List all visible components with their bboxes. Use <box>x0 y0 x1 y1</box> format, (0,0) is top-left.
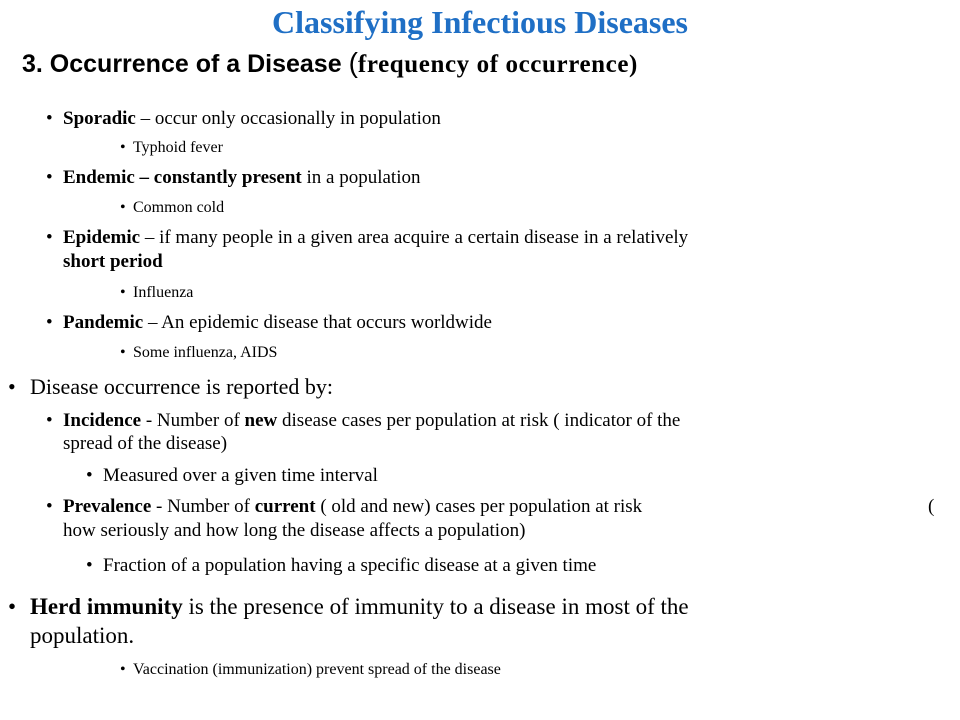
desc-prevalence-paren <box>928 496 934 518</box>
section-subtitle <box>22 46 638 82</box>
subtitle-rest: frequency of occurrence) <box>357 51 638 78</box>
bullet: • <box>46 496 53 517</box>
example-text: Typhoid fever <box>133 139 223 156</box>
bullet: • <box>46 108 53 129</box>
desc-pandemic: – An epidemic disease that occurs worldwide <box>143 312 492 333</box>
bullet: • <box>46 167 53 188</box>
example-text: Some influenza, AIDS <box>133 344 278 361</box>
desc-herd-line2-text: population. <box>30 623 135 648</box>
term-prevalence: Prevalence <box>63 496 152 517</box>
list-item-sporadic <box>46 108 441 130</box>
bullet: • <box>86 555 93 576</box>
desc-epidemic-line2 <box>63 251 163 273</box>
desc-herd-immunity: is the presence of immunity to a disease in most of the <box>182 594 689 619</box>
desc-incidence-line2-text: spread of the disease) <box>63 433 228 454</box>
desc-prevalence-paren-text: ( <box>928 496 935 517</box>
desc-bold-prevalence: current <box>254 496 316 517</box>
desc-bold-incidence: new <box>244 410 278 431</box>
desc-prevalence-a: - Number of <box>151 496 255 517</box>
list-item-prevalence <box>46 496 643 518</box>
desc-endemic: in a population <box>301 167 421 188</box>
incidence-sub <box>86 465 378 487</box>
subtitle-number-label: 3. Occurrence of a Disease <box>22 50 342 78</box>
list-item-epidemic <box>46 227 689 249</box>
example-pandemic <box>120 343 278 363</box>
example-sporadic <box>120 138 223 158</box>
term-epidemic: Epidemic <box>63 227 141 248</box>
desc-prevalence-line2-text: how seriously and how long the disease affects a population) <box>63 520 526 541</box>
incidence-sub-text: Measured over a given time interval <box>103 465 378 486</box>
desc-incidence-line2 <box>63 433 227 455</box>
example-text: Influenza <box>133 284 194 301</box>
desc-bold-endemic: – constantly present <box>134 167 302 188</box>
desc-incidence-b: disease cases per population at risk ( indicator of the <box>277 410 681 431</box>
desc-bold-epidemic: short period <box>63 251 163 272</box>
subtitle-open-paren: ( <box>348 47 358 78</box>
term-endemic: Endemic <box>63 167 135 188</box>
reported-heading-text: Disease occurrence is reported by: <box>30 374 333 399</box>
desc-incidence-a: - Number of <box>141 410 245 431</box>
bullet: • <box>8 594 17 619</box>
prevalence-sub-text: Fraction of a population having a specific disease at a given time <box>103 555 597 576</box>
bullet: • <box>120 199 126 216</box>
example-text: Common cold <box>133 199 225 216</box>
term-pandemic: Pandemic <box>63 312 144 333</box>
bullet: • <box>46 227 53 248</box>
bullet: • <box>46 312 53 333</box>
bullet: • <box>120 284 126 301</box>
list-item-endemic <box>46 167 421 189</box>
prevalence-sub <box>86 555 597 577</box>
reported-heading <box>8 374 333 400</box>
term-sporadic: Sporadic <box>63 108 136 129</box>
term-herd-immunity: Herd immunity <box>30 594 183 619</box>
slide-title: Classifying Infectious Diseases <box>271 4 688 40</box>
bullet: • <box>120 139 126 156</box>
bullet: • <box>86 465 93 486</box>
list-item-herd-immunity <box>8 593 689 621</box>
desc-sporadic: – occur only occasionally in population <box>135 108 441 129</box>
term-incidence: Incidence <box>63 410 142 431</box>
desc-prevalence-b: ( old and new) cases per population at risk <box>315 496 643 517</box>
list-item-incidence <box>46 410 681 432</box>
herd-sub <box>120 660 501 680</box>
bullet: • <box>120 661 126 678</box>
bullet: • <box>8 374 16 399</box>
herd-sub-text: Vaccination (immunization) prevent spread of the disease <box>133 661 501 678</box>
desc-epidemic: – if many people in a given area acquire a certain disease in a relatively <box>140 227 689 248</box>
bullet: • <box>120 344 126 361</box>
bullet: • <box>46 410 53 431</box>
example-endemic <box>120 198 225 218</box>
list-item-pandemic <box>46 312 492 334</box>
desc-herd-line2 <box>30 622 134 650</box>
desc-prevalence-line2 <box>63 520 525 542</box>
example-epidemic <box>120 283 194 303</box>
